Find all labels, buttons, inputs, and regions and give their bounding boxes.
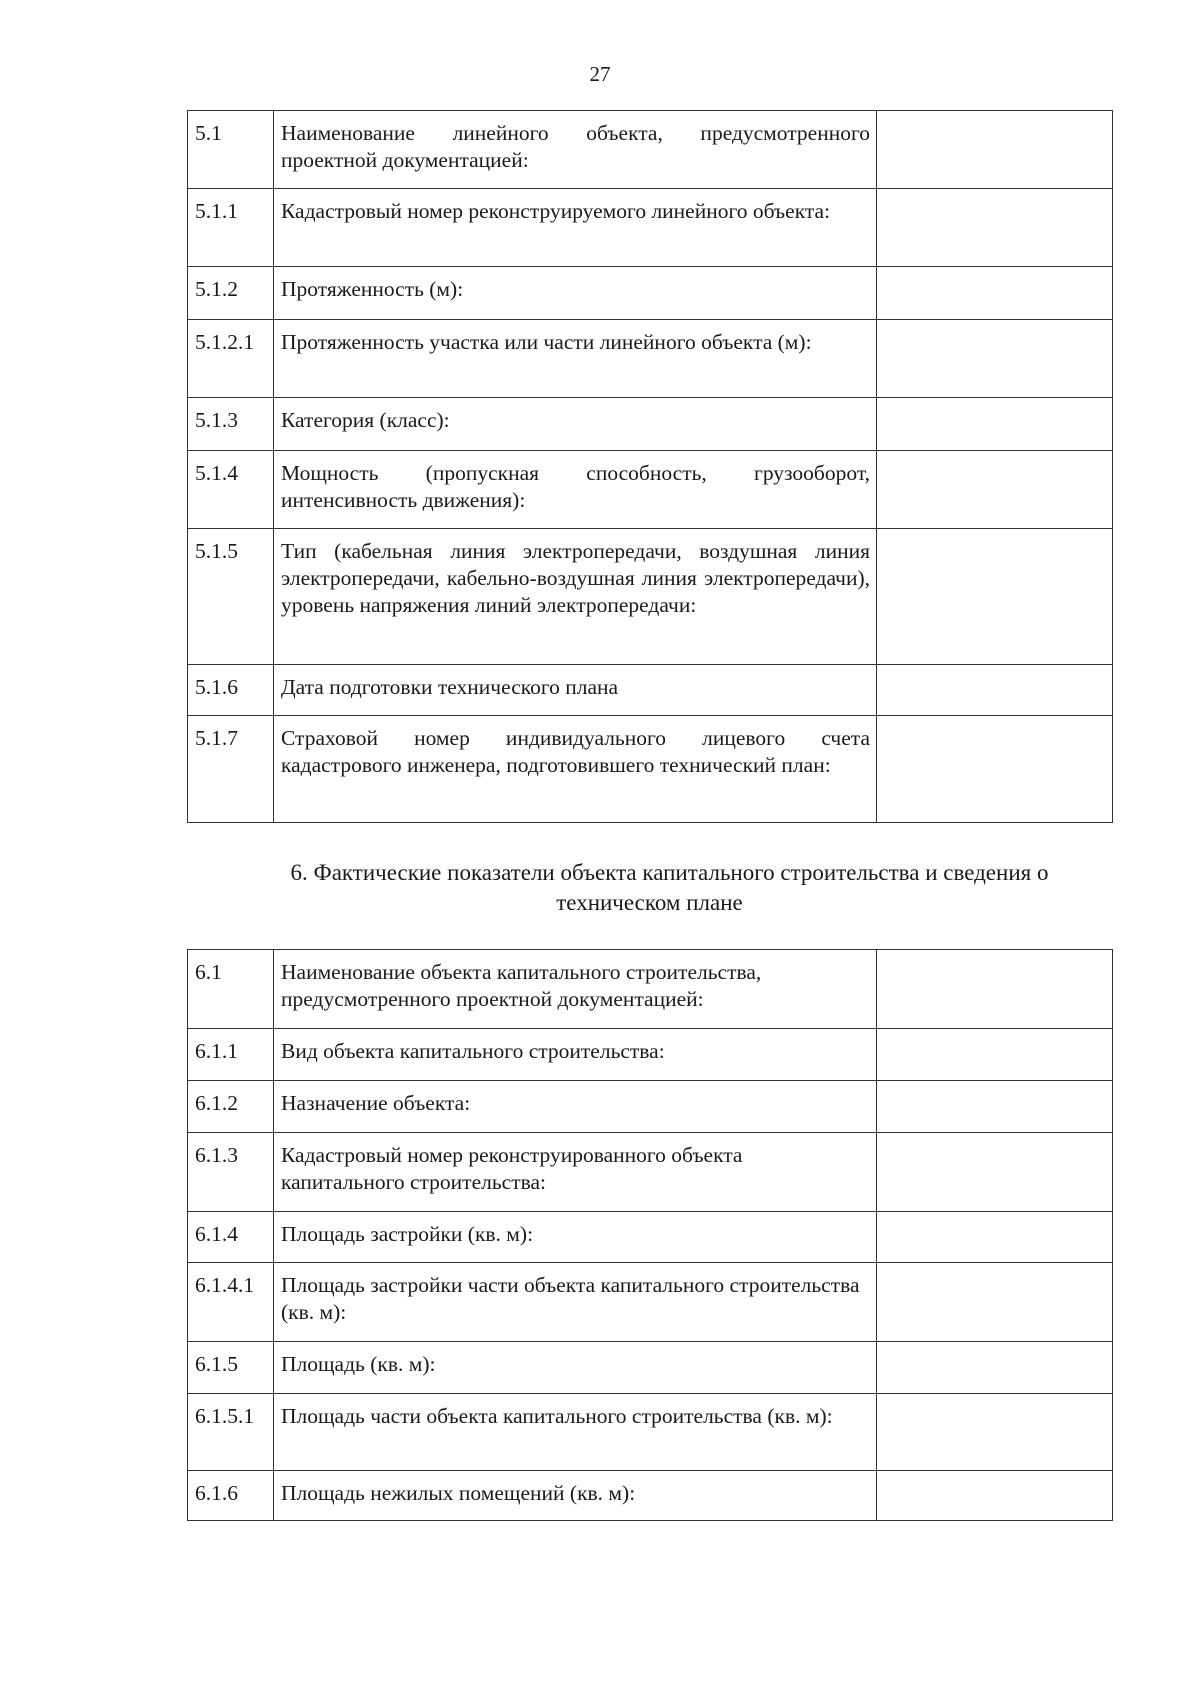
- row-number: 6.1.4: [188, 1212, 274, 1263]
- row-label: Кадастровый номер реконструируемого линейного объекта:: [274, 189, 877, 267]
- table-row: [188, 1342, 1113, 1394]
- row-number: 5.1.2.1: [188, 320, 274, 398]
- row-number: 5.1: [188, 111, 274, 189]
- section-6-heading: [187, 858, 1112, 918]
- row-number: 5.1.2: [188, 267, 274, 320]
- table-row: [188, 267, 1113, 320]
- table-row: [188, 189, 1113, 267]
- table-row: [188, 1029, 1113, 1081]
- row-number: 5.1.5: [188, 529, 274, 665]
- row-label: Кадастровый номер реконструированного объекта капитального строительства:: [274, 1133, 877, 1212]
- row-label: Страховой номер индивидуального лицевого счета кадастрового инженера, подготовившего технический план:: [274, 716, 877, 823]
- row-label: Площадь (кв. м):: [274, 1342, 877, 1394]
- row-number: 6.1.5.1: [188, 1394, 274, 1471]
- row-number: 6.1.1: [188, 1029, 274, 1081]
- row-number: 5.1.3: [188, 398, 274, 451]
- value-cell[interactable]: [877, 1081, 1113, 1133]
- row-label: Протяженность (м):: [274, 267, 877, 320]
- row-label: Площадь части объекта капитального строительства (кв. м):: [274, 1394, 877, 1471]
- row-label: Категория (класс):: [274, 398, 877, 451]
- value-cell[interactable]: [877, 1263, 1113, 1342]
- table-row: [188, 665, 1113, 716]
- table-row: [188, 1133, 1113, 1212]
- row-label: Наименование объекта капитального строительства, предусмотренного проектной документацией:: [274, 950, 877, 1029]
- value-cell[interactable]: [877, 665, 1113, 716]
- row-number: 5.1.1: [188, 189, 274, 267]
- row-number: 6.1.6: [188, 1471, 274, 1521]
- row-number: 5.1.6: [188, 665, 274, 716]
- row-label: Протяженность участка или части линейного объекта (м):: [274, 320, 877, 398]
- table-row: [188, 398, 1113, 451]
- table-row: [188, 451, 1113, 529]
- value-cell[interactable]: [877, 320, 1113, 398]
- table-row: [188, 1212, 1113, 1263]
- table-row: [188, 1471, 1113, 1521]
- value-cell[interactable]: [877, 111, 1113, 189]
- row-number: 6.1.2: [188, 1081, 274, 1133]
- value-cell[interactable]: [877, 1029, 1113, 1081]
- row-number: 6.1.3: [188, 1133, 274, 1212]
- value-cell[interactable]: [877, 1133, 1113, 1212]
- row-number: 5.1.7: [188, 716, 274, 823]
- value-cell[interactable]: [877, 1471, 1113, 1521]
- table-row: [188, 111, 1113, 189]
- table-row: [188, 529, 1113, 665]
- value-cell[interactable]: [877, 716, 1113, 823]
- page-number: 27: [589, 62, 611, 86]
- value-cell[interactable]: [877, 189, 1113, 267]
- row-label: Дата подготовки технического плана: [274, 665, 877, 716]
- row-label: Наименование линейного объекта, предусмотренного проектной документацией:: [274, 111, 877, 189]
- row-number: 6.1.5: [188, 1342, 274, 1394]
- row-label: Мощность (пропускная способность, грузооборот, интенсивность движения):: [274, 451, 877, 529]
- row-label: Площадь нежилых помещений (кв. м):: [274, 1471, 877, 1521]
- value-cell[interactable]: [877, 1342, 1113, 1394]
- section-6-heading-text: 6. Фактические показатели объекта капитального строительства и сведения о техническом плане: [290, 860, 1049, 915]
- section-5-table: [187, 110, 1113, 823]
- value-cell[interactable]: [877, 1212, 1113, 1263]
- value-cell[interactable]: [877, 398, 1113, 451]
- row-number: 6.1: [188, 950, 274, 1029]
- row-label: Тип (кабельная линия электропередачи, воздушная линия электропередачи, кабельно-воздушная линия электропередачи), уровень напряжения линий электропередачи:: [274, 529, 877, 665]
- table-row: [188, 950, 1113, 1029]
- value-cell[interactable]: [877, 950, 1113, 1029]
- value-cell[interactable]: [877, 1394, 1113, 1471]
- table-row: [188, 1263, 1113, 1342]
- table-row: [188, 716, 1113, 823]
- table-row: [188, 320, 1113, 398]
- row-label: Площадь застройки части объекта капитального строительства (кв. м):: [274, 1263, 877, 1342]
- table-row: [188, 1081, 1113, 1133]
- row-label: Вид объекта капитального строительства:: [274, 1029, 877, 1081]
- table-row: [188, 1394, 1113, 1471]
- value-cell[interactable]: [877, 451, 1113, 529]
- row-label: Назначение объекта:: [274, 1081, 877, 1133]
- row-number: 6.1.4.1: [188, 1263, 274, 1342]
- value-cell[interactable]: [877, 267, 1113, 320]
- section-6-table: [187, 949, 1113, 1521]
- value-cell[interactable]: [877, 529, 1113, 665]
- row-number: 5.1.4: [188, 451, 274, 529]
- row-label: Площадь застройки (кв. м):: [274, 1212, 877, 1263]
